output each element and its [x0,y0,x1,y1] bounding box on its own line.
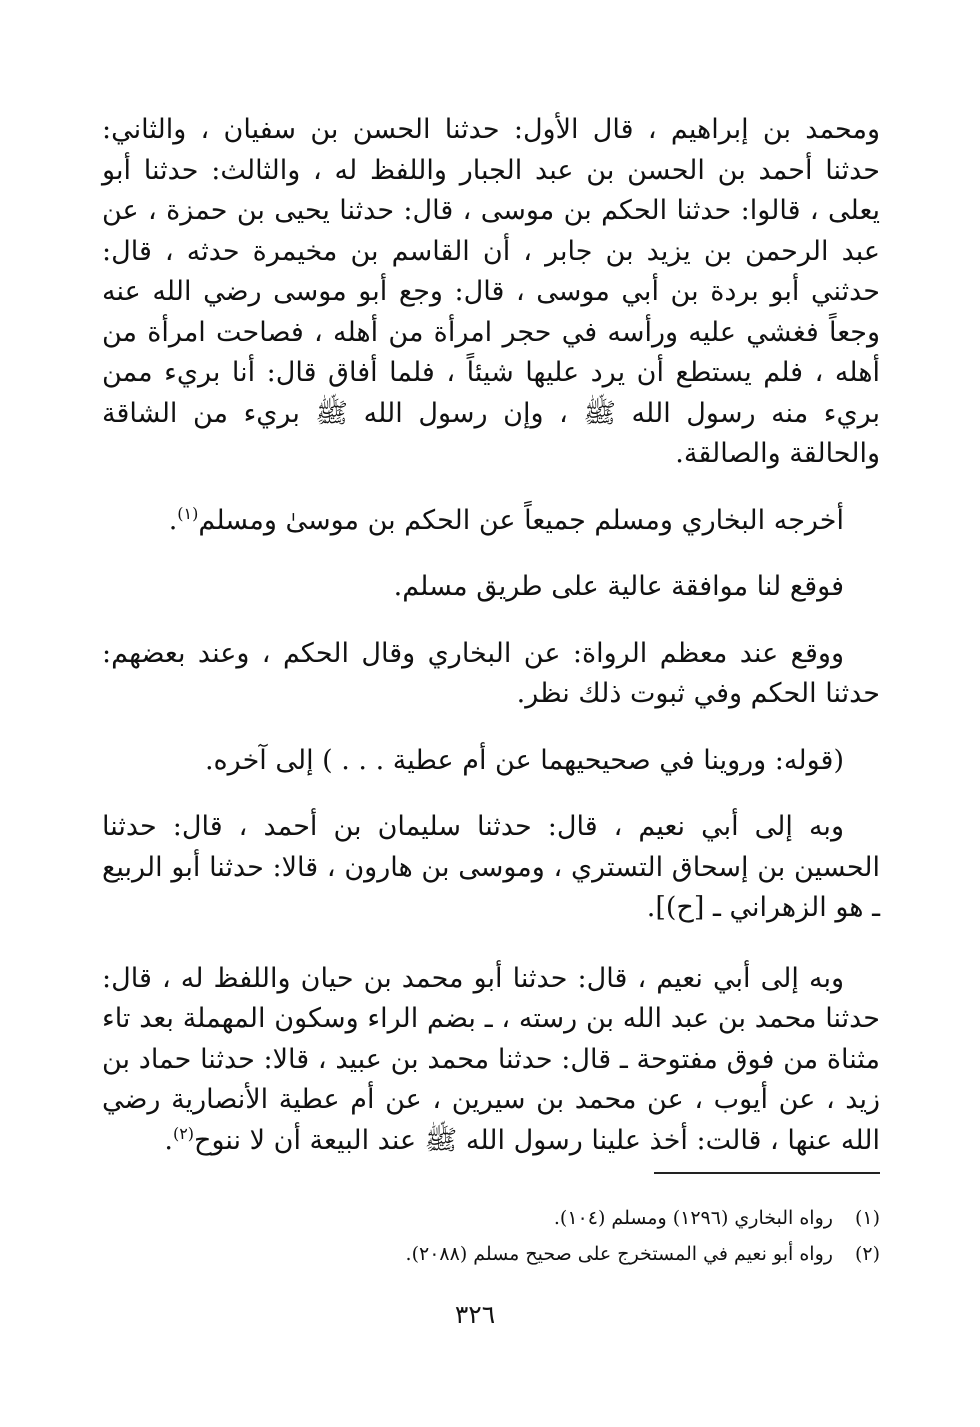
footnote-2-text: رواه أبو نعيم في المستخرج على صحيح مسلم (٢٠٨٨). [405,1243,833,1265]
muwafaqa-paragraph: فوقع لنا موافقة عالية على طريق مسلم. [393,571,844,602]
footnote-1-number: (١) [854,1207,880,1229]
takhrij-paragraph [102,501,880,542]
page-body [102,110,880,1161]
page-number: ٣٢٦ [454,1300,496,1329]
takhrij-end: . [168,504,178,536]
isnad-2-end: . [164,1124,173,1156]
isnad-paragraph-1: وبه إلى أبي نعيم ، قال: حدثنا سليمان بن أحمد ، قال: حدثنا الحسين بن إسحاق التستري ، وموسى بن هارون ، قالا: حدثنا أبو الربيع ـ هو الزهراني ـ [ح)]. [102,811,880,923]
footnotes [102,1200,880,1272]
footnote-2 [102,1236,880,1272]
footnote-divider [654,1172,880,1174]
isnad-paragraph-2 [102,959,880,1162]
quote-paragraph: (قوله: وروينا في صحيحيهما عن أم عطية . . . ) إلى آخره. [204,744,844,776]
footnote-1 [102,1200,880,1236]
isnad-2-text: وبه إلى أبي نعيم ، قال: حدثنا أبو محمد بن حيان واللفظ له ، قال: حدثنا محمد بن عبد الله بن رسته ، ـ بضم الراء وسكون المهملة بعد تاء مثناة من فوق مفتوحة ـ قال: حدثنا محمد بن عبيد ، قالا: حدثنا حماد بن زيد ، عن أيوب ، عن محمد بن سيرين ، عن أم عطية الأنصارية رضي الله عنها ، قالت: أخذ علينا رسول الله ﷺ عند البيعة أن لا ننوح [102,962,880,1156]
riwaya-note-paragraph: ووقع عند معظم الرواة: عن البخاري وقال الحكم ، وعند بعضهم: حدثنا الحكم وفي ثبوت ذلك نظر. [102,637,880,709]
footnote-mark-1: (١) [177,503,199,523]
footnote-1-text: رواه البخاري (١٢٩٦) ومسلم (١٠٤). [553,1207,833,1229]
hadith-chain-paragraph: ومحمد بن إبراهيم ، قال الأول: حدثنا الحسن بن سفيان ، والثاني: حدثنا أحمد بن الحسن بن عبد الجبار واللفظ له ، والثالث: حدثنا أبو يعلى ، قالوا: حدثنا الحكم بن موسى ، قال: حدثنا يحيى بن حمزة ، عن عبد الرحمن بن يزيد بن جابر ، أن القاسم بن مخيمرة حدثه ، قال: حدثني أبو بردة بن أبي موسى ، قال: وجع أبو موسى رضي الله عنه وجعاً فغشي عليه ورأسه في حجر امرأة من أهله ، فصاحت امرأة من أهله ، فلم يستطع أن يرد عليها شيئاً ، فلما أفاق قال: أنا بريء ممن بريء منه رسول الله ﷺ ، وإن رسول الله ﷺ بريء من الشاقة والحالقة والصالقة. [102,114,880,469]
footnote-2-number: (٢) [854,1243,880,1265]
footnote-mark-2: (٢) [172,1123,195,1143]
takhrij-text: أخرجه البخاري ومسلم جميعاً عن الحكم بن موسىٰ ومسلم [198,504,844,536]
